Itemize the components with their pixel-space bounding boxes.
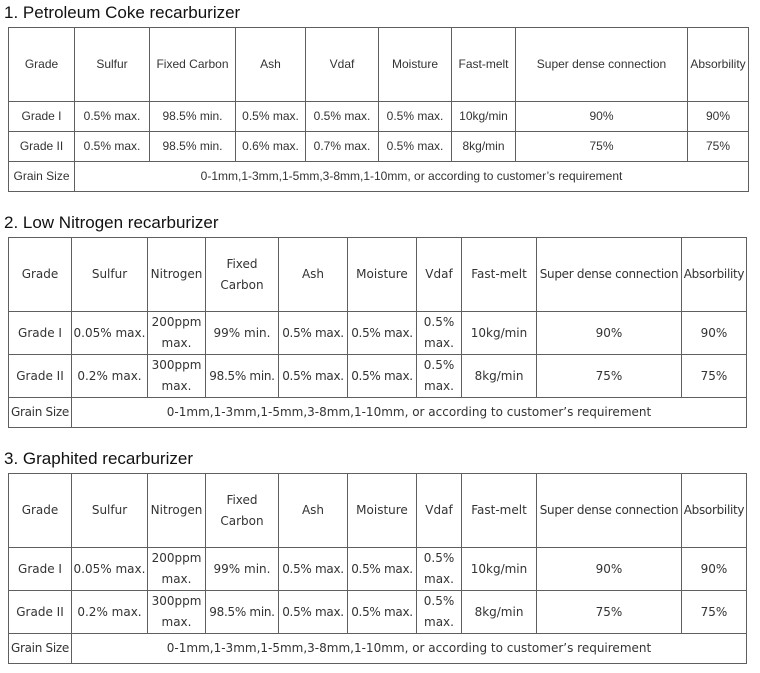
grain-size-value: 0-1mm,1-3mm,1-5mm,3-8mm,1-10mm, or according to customer’s requirement	[75, 162, 749, 192]
table-row	[9, 548, 747, 591]
table-cell: 90%	[682, 548, 747, 591]
table-cell: 10kg/min	[462, 312, 537, 355]
table-cell: 0.2% max.	[72, 591, 148, 634]
table-cell: 75%	[516, 132, 688, 162]
grain-size-row	[9, 634, 747, 664]
header-cell: Vdaf	[306, 28, 379, 102]
section-3-title: 3. Graphited recarburizer	[4, 449, 193, 468]
table-cell: Grade I	[9, 102, 75, 132]
table-cell: 8kg/min	[452, 132, 516, 162]
graphited-table	[8, 473, 747, 664]
table-cell: 0.5% max.	[348, 355, 417, 398]
low-nitrogen-table	[8, 237, 747, 428]
header-cell: Vdaf	[417, 238, 462, 312]
header-cell: Nitrogen	[148, 238, 206, 312]
table-cell: 0.5% max.	[279, 548, 348, 591]
table-cell: 90%	[688, 102, 749, 132]
table-cell: 75%	[537, 591, 682, 634]
header-cell: Absorbility	[682, 474, 747, 548]
section-1-title: 1. Petroleum Coke recarburizer	[4, 3, 241, 22]
table-cell: 8kg/min	[462, 355, 537, 398]
header-cell: Fast-melt	[462, 474, 537, 548]
grain-size-row	[9, 162, 749, 192]
table-cell: 75%	[682, 591, 747, 634]
table-cell: 0.5% max.	[348, 591, 417, 634]
table-cell: Grade I	[9, 312, 72, 355]
table-header-row	[9, 28, 749, 102]
header-cell: Grade	[9, 474, 72, 548]
table-cell: 0.5% max.	[417, 591, 462, 634]
header-cell: Moisture	[348, 238, 417, 312]
header-cell: Super dense connection	[537, 474, 682, 548]
table-cell: 75%	[682, 355, 747, 398]
table-cell: 98.5% min.	[206, 355, 279, 398]
header-cell: Vdaf	[417, 474, 462, 548]
header-cell: Fixed Carbon	[206, 474, 279, 548]
table-cell: 90%	[537, 548, 682, 591]
table-cell: 98.5% min.	[150, 102, 236, 132]
table-cell: Grade I	[9, 548, 72, 591]
section-2-title: 2. Low Nitrogen recarburizer	[4, 213, 219, 232]
grain-size-row	[9, 398, 747, 428]
header-cell: Sulfur	[72, 238, 148, 312]
header-cell: Ash	[279, 474, 348, 548]
table-cell: Grade II	[9, 591, 72, 634]
header-cell: Grade	[9, 238, 72, 312]
table-cell: 200ppm max.	[148, 312, 206, 355]
table-cell: 0.2% max.	[72, 355, 148, 398]
table-cell: 0.5% max.	[417, 548, 462, 591]
table-row	[9, 132, 749, 162]
grain-size-value: 0-1mm,1-3mm,1-5mm,3-8mm,1-10mm, or according to customer’s requirement	[72, 398, 747, 428]
grain-size-value: 0-1mm,1-3mm,1-5mm,3-8mm,1-10mm, or according to customer’s requirement	[72, 634, 747, 664]
table-cell: 0.5% max.	[236, 102, 306, 132]
table-cell: 0.5% max.	[279, 591, 348, 634]
table-row	[9, 102, 749, 132]
table-cell: 0.05% max.	[72, 548, 148, 591]
table-cell: Grade II	[9, 355, 72, 398]
table-cell: 0.6% max.	[236, 132, 306, 162]
table-cell: 0.5% max.	[379, 102, 452, 132]
header-cell: Grade	[9, 28, 75, 102]
petroleum-coke-table	[8, 27, 749, 192]
table-cell: 98.5% min.	[206, 591, 279, 634]
table-cell: 0.5% max.	[75, 102, 150, 132]
header-cell: Ash	[236, 28, 306, 102]
table-cell: 0.5% max.	[417, 355, 462, 398]
table-cell: Grade II	[9, 132, 75, 162]
table-cell: 200ppm max.	[148, 548, 206, 591]
table-row	[9, 591, 747, 634]
table-cell: 90%	[682, 312, 747, 355]
grain-size-label: Grain Size	[9, 398, 72, 428]
header-cell: Absorbility	[688, 28, 749, 102]
header-cell: Sulfur	[75, 28, 150, 102]
header-cell: Fast-melt	[462, 238, 537, 312]
table-cell: 8kg/min	[462, 591, 537, 634]
table-cell: 0.5% max.	[279, 312, 348, 355]
table-cell: 90%	[537, 312, 682, 355]
table-cell: 0.7% max.	[306, 132, 379, 162]
header-cell: Moisture	[379, 28, 452, 102]
table-header-row	[9, 474, 747, 548]
table-row	[9, 312, 747, 355]
table-cell: 98.5% min.	[150, 132, 236, 162]
header-cell: Fixed Carbon	[150, 28, 236, 102]
header-cell: Nitrogen	[148, 474, 206, 548]
table-header-row	[9, 238, 747, 312]
header-cell: Super dense connection	[537, 238, 682, 312]
table-cell: 75%	[688, 132, 749, 162]
table-cell: 300ppm max.	[148, 355, 206, 398]
table-cell: 10kg/min	[462, 548, 537, 591]
table-cell: 99% min.	[206, 312, 279, 355]
table-cell: 99% min.	[206, 548, 279, 591]
table-cell: 90%	[516, 102, 688, 132]
header-cell: Absorbility	[682, 238, 747, 312]
grain-size-label: Grain Size	[9, 634, 72, 664]
table-cell: 0.5% max.	[75, 132, 150, 162]
table-row	[9, 355, 747, 398]
header-cell: Fast-melt	[452, 28, 516, 102]
grain-size-label: Grain Size	[9, 162, 75, 192]
table-cell: 0.5% max.	[306, 102, 379, 132]
table-cell: 0.5% max.	[279, 355, 348, 398]
header-cell: Sulfur	[72, 474, 148, 548]
header-cell: Super dense connection	[516, 28, 688, 102]
header-cell: Fixed Carbon	[206, 238, 279, 312]
table-cell: 0.5% max.	[379, 132, 452, 162]
table-cell: 0.5% max.	[348, 312, 417, 355]
table-cell: 300ppm max.	[148, 591, 206, 634]
table-cell: 0.5% max.	[348, 548, 417, 591]
table-cell: 0.05% max.	[72, 312, 148, 355]
table-cell: 10kg/min	[452, 102, 516, 132]
header-cell: Ash	[279, 238, 348, 312]
table-cell: 0.5% max.	[417, 312, 462, 355]
table-cell: 75%	[537, 355, 682, 398]
header-cell: Moisture	[348, 474, 417, 548]
